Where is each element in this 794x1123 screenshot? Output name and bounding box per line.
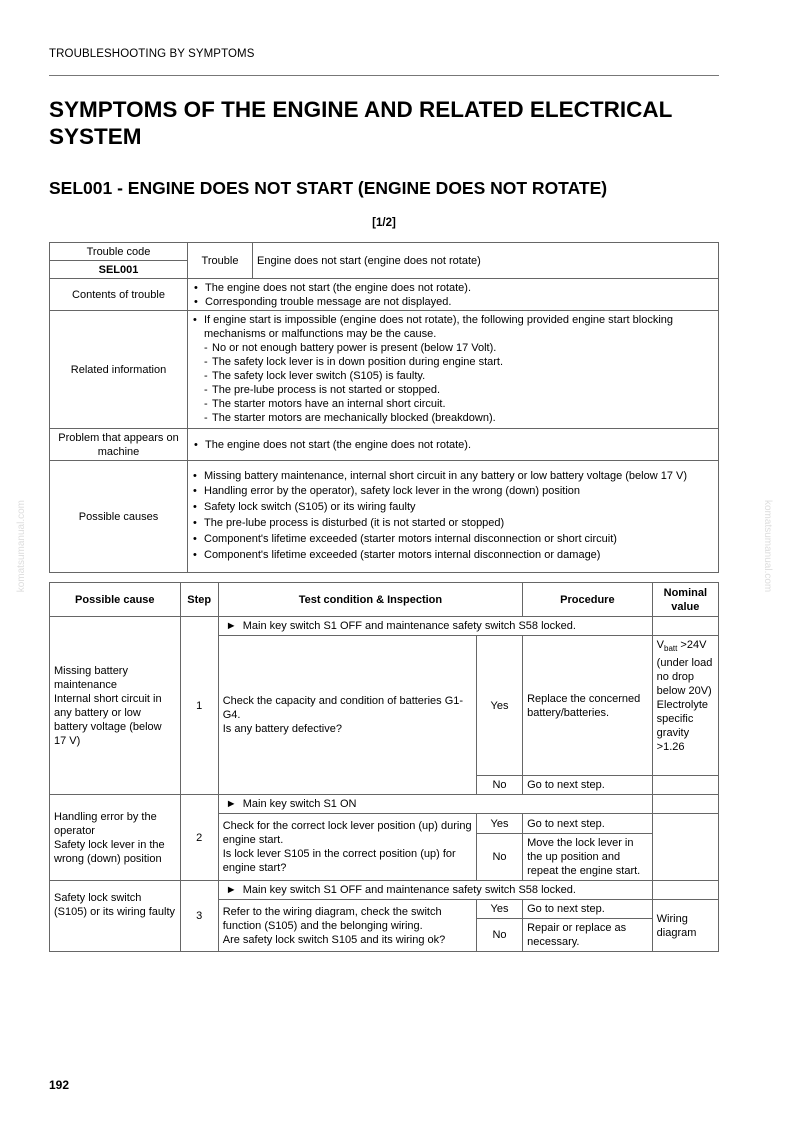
- step1-question: Is any battery defective?: [222, 723, 342, 735]
- step1-cause-b: Internal short circuit in any battery or low battery voltage (below 17 V): [54, 692, 162, 747]
- related-label: Related information: [50, 311, 188, 429]
- step2-no-label: No: [476, 834, 522, 881]
- related-cell: [188, 311, 719, 429]
- contents-cell: [188, 279, 719, 311]
- problem-label: Problem that appears on machine: [50, 429, 188, 461]
- step3-inspection: [218, 900, 476, 952]
- step3-check: Refer to the wiring diagram, check the switch function (S105) and the belonging wiring.: [222, 905, 442, 932]
- step1-nominal-a: $V_{batt} >24V$ (under load no drop below 20V): [656, 639, 713, 698]
- step3-condition-cell: [218, 881, 652, 900]
- trouble-info-table: [49, 242, 719, 573]
- page-title: SYMPTOMS OF THE ENGINE AND RELATED ELECTRICAL SYSTEM: [49, 97, 672, 149]
- list-item: - The starter motors are mechanically blocked (breakdown).: [188, 411, 718, 425]
- page-number: 192: [49, 1078, 70, 1092]
- step1-check: Check the capacity and condition of batteries G1-G4.: [222, 695, 464, 721]
- empty-cell: [652, 776, 718, 795]
- step1-yes-label: Yes: [476, 636, 522, 776]
- empty-cell: [652, 617, 718, 636]
- step2-condition: Main key switch S1 ON: [242, 798, 357, 810]
- step1-nominal-b: Electrolyte specific gravity >1.26: [656, 699, 709, 754]
- list-item: • Corresponding trouble message are not displayed.: [189, 295, 717, 309]
- problem-cell: [188, 429, 719, 461]
- watermark-right: komatsumanual.com: [762, 500, 773, 593]
- list-item: - The pre-lube process is not started or stopped.: [188, 383, 718, 397]
- step2-no-procedure: Move the lock lever in the up position and repeat the engine start.: [523, 834, 653, 881]
- empty-cell: [652, 814, 718, 881]
- step1-condition: Main key switch S1 OFF and maintenance safety switch S58 locked.: [242, 620, 576, 632]
- list-item: • Component's lifetime exceeded (starter motors internal disconnection or short circuit): [188, 531, 718, 547]
- trouble-code-value: SEL001: [50, 261, 188, 279]
- list-item: • Safety lock switch (S105) or its wiring faulty: [188, 499, 718, 515]
- step3-no-label: No: [476, 919, 522, 952]
- step3-yes-procedure: Go to next step.: [523, 900, 653, 919]
- step3-yes-label: Yes: [476, 900, 522, 919]
- step3-cause: Safety lock switch (S105) or its wiring faulty: [50, 881, 181, 952]
- causes-cell: [188, 461, 719, 573]
- step1-number: 1: [180, 617, 218, 795]
- step2-condition-cell: [218, 795, 652, 814]
- header-test-condition: Test condition & Inspection: [218, 583, 522, 617]
- step1-cause-a: Missing battery maintenance: [54, 664, 128, 691]
- trouble-code-label: Trouble code: [50, 243, 188, 261]
- step2-inspection: [218, 814, 476, 881]
- step1-yes-procedure: Replace the concerned battery/batteries.: [523, 636, 653, 776]
- step3-question: Are safety lock switch S105 and its wiring ok?: [222, 933, 446, 946]
- list-item: - The safety lock lever switch (S105) is faulty.: [188, 369, 718, 383]
- section-header-label: TROUBLESHOOTING BY SYMPTOMS: [49, 48, 255, 60]
- step3-no-procedure: Repair or replace as necessary.: [523, 919, 653, 952]
- empty-cell: [652, 795, 718, 814]
- arrow-icon: ►: [225, 798, 237, 810]
- list-item: • If engine start is impossible (engine does not rotate), the following provided engine start blocking mechanisms or malfunctions may be the cause.: [188, 313, 718, 341]
- step1-nominal: [652, 636, 718, 776]
- watermark-left: komatsumanual.com: [16, 500, 27, 593]
- list-item: • The engine does not start (the engine does not rotate).: [189, 438, 717, 452]
- trouble-label: Trouble: [188, 243, 253, 279]
- step1-no-label: No: [476, 776, 522, 795]
- header-nominal-value: Nominal value: [652, 583, 718, 617]
- empty-cell: [652, 881, 718, 900]
- list-item: - The safety lock lever is in down position during engine start.: [188, 355, 718, 369]
- step2-number: 2: [180, 795, 218, 881]
- step2-yes-procedure: Go to next step.: [523, 814, 653, 834]
- page-part-indicator: [1/2]: [372, 217, 396, 229]
- list-item: - No or not enough battery power is present (below 17 Volt).: [188, 341, 718, 355]
- step2-cause-b: Safety lock lever in the wrong (down) position: [54, 838, 165, 865]
- list-item: • The pre-lube process is disturbed (it is not started or stopped): [188, 515, 718, 531]
- list-item: • The engine does not start (the engine does not rotate).: [189, 281, 717, 295]
- list-item: • Component's lifetime exceeded (starter motors internal disconnection or damage): [188, 547, 718, 563]
- step1-inspection: [218, 636, 476, 795]
- causes-label: Possible causes: [50, 461, 188, 573]
- troubleshooting-steps-table: [49, 582, 719, 952]
- step1-cause: [50, 617, 181, 795]
- list-item: - The starter motors have an internal short circuit.: [188, 397, 718, 411]
- header-procedure: Procedure: [523, 583, 653, 617]
- section-title: SEL001 - ENGINE DOES NOT START (ENGINE DOES NOT ROTATE): [49, 178, 608, 198]
- step2-check: Check for the correct lock lever position (up) during engine start.: [222, 820, 472, 846]
- step2-cause-a: Handling error by the operator: [54, 810, 157, 837]
- step3-number: 3: [180, 881, 218, 952]
- step1-condition-cell: [218, 617, 652, 636]
- trouble-text: Engine does not start (engine does not rotate): [253, 243, 719, 279]
- contents-label: Contents of trouble: [50, 279, 188, 311]
- step3-nominal: Wiring diagram: [652, 900, 718, 952]
- arrow-icon: ►: [225, 620, 237, 632]
- step3-condition: Main key switch S1 OFF and maintenance safety switch S58 locked.: [242, 884, 576, 896]
- header-possible-cause: Possible cause: [50, 583, 181, 617]
- step2-cause: [50, 795, 181, 881]
- step2-question: Is lock lever S105 in the correct position (up) for engine start?: [222, 848, 456, 874]
- list-item: • Missing battery maintenance, internal short circuit in any battery or low battery voltage (below 17 V): [188, 469, 718, 483]
- arrow-icon: ►: [225, 884, 237, 896]
- header-step: Step: [180, 583, 218, 617]
- step2-yes-label: Yes: [476, 814, 522, 834]
- list-item: • Handling error by the operator), safety lock lever in the wrong (down) position: [188, 483, 718, 499]
- header-divider: [49, 75, 719, 76]
- step1-no-procedure: Go to next step.: [523, 776, 653, 795]
